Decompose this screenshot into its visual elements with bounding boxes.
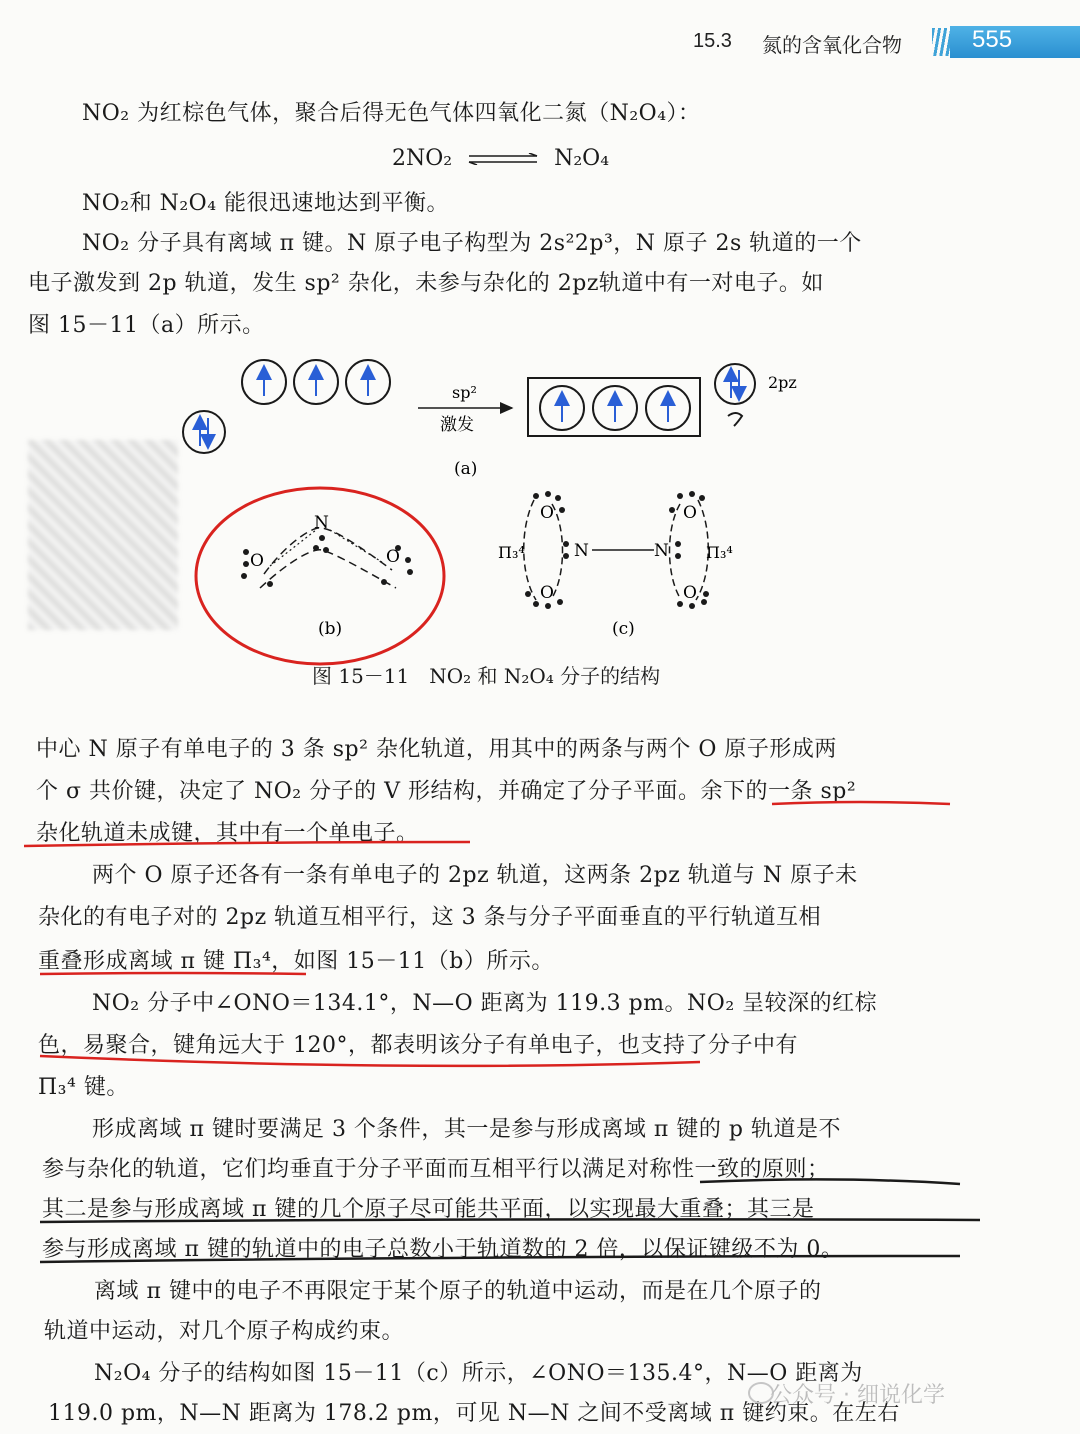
para-5-line-2: 杂化的有电子对的 2pz 轨道互相平行，这 3 条与分子平面垂直的平行轨道互相 xyxy=(38,905,822,930)
para-8-line-2: 轨道中运动，对几个原子构成约束。 xyxy=(44,1319,405,1344)
para-1: NO₂ 为红棕色气体，聚合后得无色气体四氧化二氮（N₂O₄）： xyxy=(82,101,701,126)
n2o4-atom-o-1: O xyxy=(540,503,554,523)
para-9-line-2: 119.0 pm，N—N 距离为 178.2 pm，可见 N—N 之间不受离域 π 键约束。在左右 xyxy=(48,1401,900,1426)
sp2-label: sp² xyxy=(452,383,477,402)
eq-right: N₂O₄ xyxy=(554,146,610,171)
red-underline-1 xyxy=(772,802,950,804)
para-6-line-2: 色，易聚合，键角远大于 120°，都表明该分子有单电子，也支持了分子中有 xyxy=(38,1033,798,1058)
para-7-line-4: 参与形成离域 π 键的轨道中的电子总数小于轨道数的 2 倍，以保证键级不为 0。 xyxy=(42,1237,844,1262)
label-a: (a) xyxy=(454,459,478,479)
red-underline-3 xyxy=(40,973,306,974)
label-b: (b) xyxy=(318,619,343,639)
para-4-line-2: 个 σ 共价键，决定了 NO₂ 分子的 V 形结构，并确定了分子平面。余下的一条 sp² xyxy=(36,779,857,804)
pi-label-right: Π₃⁴ xyxy=(706,543,733,562)
no2-atom-n: N xyxy=(314,513,329,533)
black-underline-3 xyxy=(40,1256,960,1262)
n2o4-atom-o-2: O xyxy=(540,583,554,603)
section-number: 15.3 xyxy=(693,30,732,52)
red-underline-2 xyxy=(24,842,470,846)
label-c: (c) xyxy=(612,619,635,639)
n2o4-atom-n-right: N xyxy=(654,541,669,561)
watermark: 公众号 · 细说化学 xyxy=(770,1383,945,1408)
black-underline-2 xyxy=(40,1219,980,1222)
para-8-line-1: 离域 π 键中的电子不再限定于某个原子的轨道中运动，而是在几个原子的 xyxy=(94,1279,822,1304)
para-5-line-3: 重叠形成离域 π 键 Π₃⁴，如图 15－11（b）所示。 xyxy=(38,949,554,974)
page-number: 555 xyxy=(972,26,1013,53)
excite-label: 激发 xyxy=(440,415,474,435)
n2o4-atom-n-left: N xyxy=(574,541,589,561)
para-2: NO₂和 N₂O₄ 能很迅速地达到平衡。 xyxy=(82,191,450,216)
para-7-line-2: 参与杂化的轨道，它们均垂直于分子平面而互相平行以满足对称性一致的原则； xyxy=(42,1157,830,1182)
red-underline-4 xyxy=(40,1056,700,1066)
para-4-line-1: 中心 N 原子有单电子的 3 条 sp² 杂化轨道，用其中的两条与两个 O 原子形成两 xyxy=(36,737,837,762)
para-7-line-1: 形成离域 π 键时要满足 3 个条件，其一是参与形成离域 π 键的 p 轨道是不 xyxy=(92,1117,841,1142)
pi-label-left: Π₃⁴ xyxy=(498,543,525,562)
para-6-line-3: Π₃⁴ 键。 xyxy=(38,1075,129,1100)
no2-atom-o-left: O xyxy=(250,551,264,571)
label-2pz: 2pz xyxy=(768,373,797,392)
figure-caption: 图 15－11 NO₂ 和 N₂O₄ 分子的结构 xyxy=(312,664,661,688)
para-6-line-1: NO₂ 分子中∠ONO＝134.1°，N—O 距离为 119.3 pm。NO₂ 呈较深的红棕 xyxy=(92,991,878,1016)
para-3-line-3: 图 15－11（a）所示。 xyxy=(28,313,265,338)
section-title: 氮的含氧化合物 xyxy=(762,33,902,57)
n2o4-atom-o-4: O xyxy=(683,583,697,603)
para-9-line-1: N₂O₄ 分子的结构如图 15－11（c）所示，∠ONO＝135.4°，N—O 距离为 xyxy=(94,1361,863,1386)
para-3-line-2: 电子激发到 2p 轨道，发生 sp² 杂化，未参与杂化的 2pz轨道中有一对电子。如 xyxy=(28,271,824,296)
eq-left: 2NO₂ xyxy=(392,146,453,171)
black-underline-1 xyxy=(700,1179,960,1184)
para-7-line-3: 其二是参与形成离域 π 键的几个原子尽可能共平面，以实现最大重叠；其三是 xyxy=(42,1197,815,1222)
n2o4-atom-o-3: O xyxy=(683,503,697,523)
no2-atom-o-right: O xyxy=(386,547,400,567)
para-5-line-1: 两个 O 原子还各有一条有单电子的 2pz 轨道，这两条 2pz 轨道与 N 原子未 xyxy=(92,863,858,888)
para-3-line-1: NO₂ 分子具有离域 π 键。N 原子电子构型为 2s²2p³，N 原子 2s 轨道的一个 xyxy=(82,231,862,256)
para-4-line-3: 杂化轨道未成键，其中有一个单电子。 xyxy=(36,821,419,846)
